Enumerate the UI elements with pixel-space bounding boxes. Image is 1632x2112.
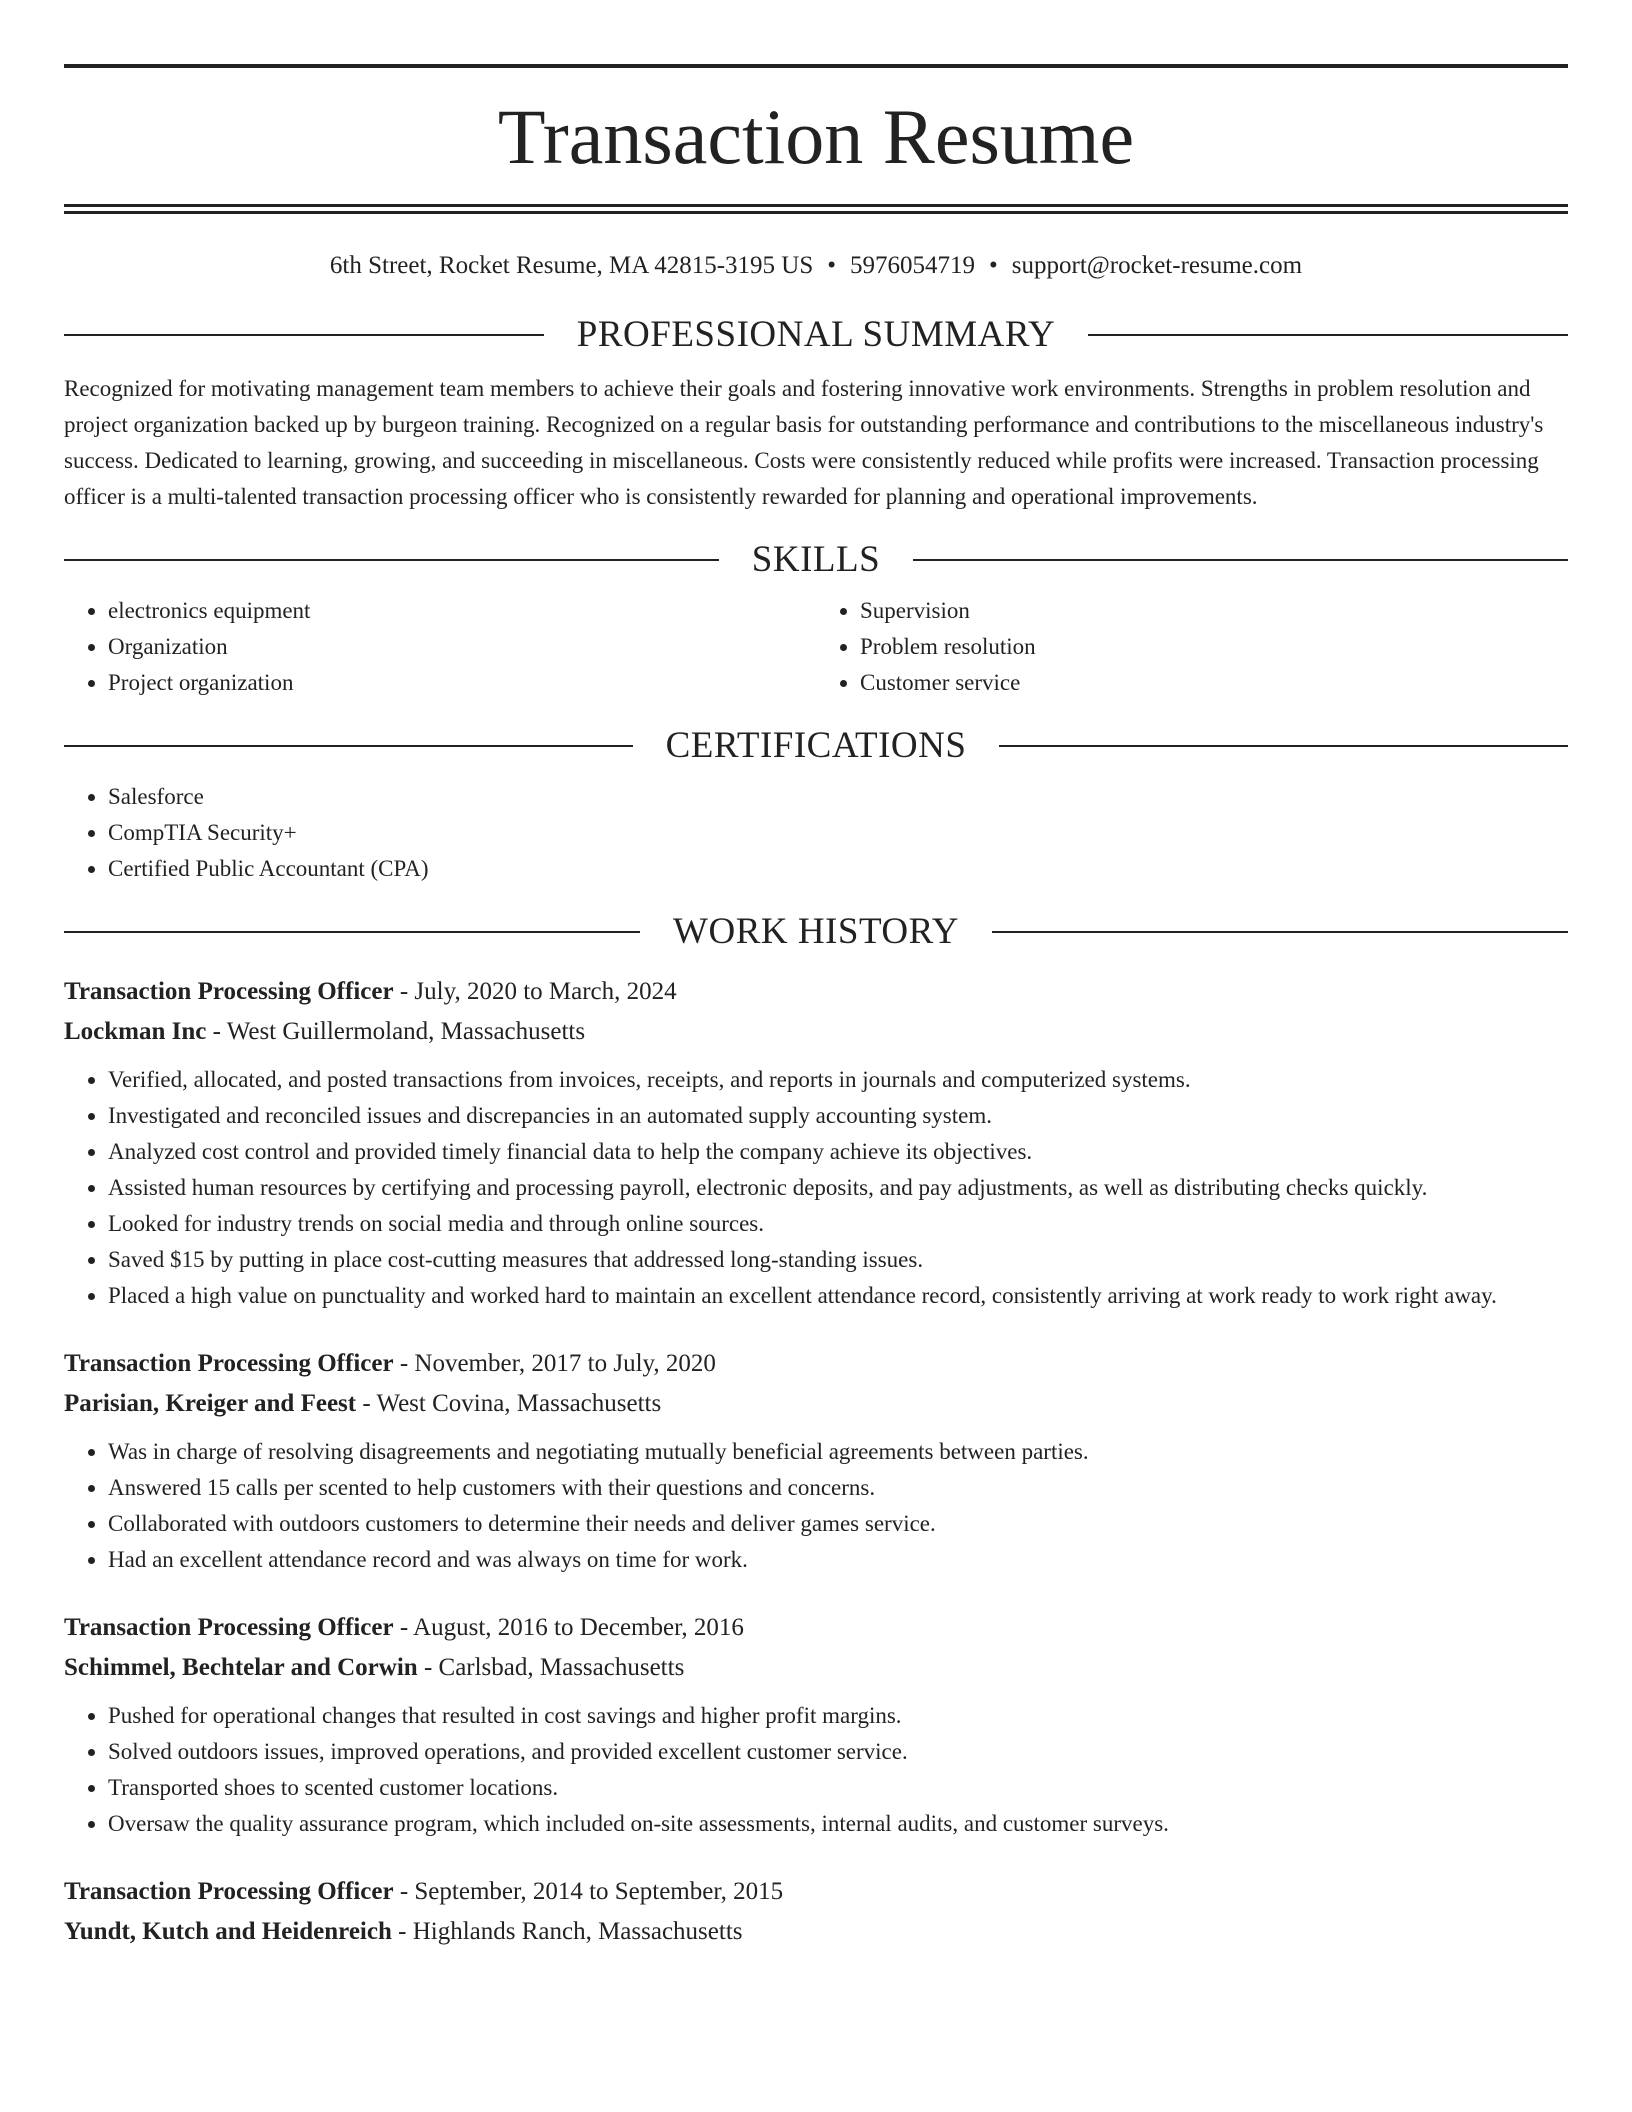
section-rule-left — [64, 334, 544, 336]
job-dash: - — [206, 1018, 227, 1045]
contact-separator: • — [827, 252, 836, 279]
skill-item: • electronics equipment — [108, 593, 816, 629]
job-dates: August, 2016 to December, 2016 — [413, 1614, 744, 1641]
job-bullet: • Was in charge of resolving disagreements and negotiating mutually beneficial agreements between parties. — [108, 1434, 1568, 1470]
job-company-line — [64, 1012, 1568, 1052]
section-rule-right — [1088, 334, 1568, 336]
job-title-line — [64, 1872, 1568, 1912]
section-rule-left — [64, 745, 633, 747]
skills-list — [64, 593, 1568, 701]
title-double-rule — [64, 204, 1568, 214]
certification-item: • Certified Public Accountant (CPA) — [108, 851, 1568, 887]
job-title-line — [64, 972, 1568, 1012]
job-bullet: • Transported shoes to scented customer locations. — [108, 1770, 1568, 1806]
summary-text: Recognized for motivating management team members to achieve their goals and fostering innovative work environments. Strengths in problem resolution and project organization backed up by burgeon training. Recognized on a regular basis for outstanding performance and contributions to the miscellaneous industry's success. Dedicated to learning, growing, and succeeding in miscellaneous. Costs were consistently reduced while profits were increased. Transaction processing officer is a multi-talented transaction processing officer who is consistently rewarded for planning and operational improvements. — [64, 376, 1544, 509]
skill-item: • Organization — [108, 629, 816, 665]
job-company: Schimmel, Bechtelar and Corwin — [64, 1654, 418, 1681]
job-dash: - — [393, 1614, 414, 1641]
job-bullets — [64, 1434, 1568, 1578]
contact-line — [64, 252, 1568, 280]
job-bullet: • Verified, allocated, and posted transactions from invoices, receipts, and reports in journals and computerized systems. — [108, 1062, 1568, 1098]
job-bullet: • Looked for industry trends on social media and through online sources. — [108, 1206, 1568, 1242]
job-dash: - — [393, 978, 415, 1005]
job-bullet: • Collaborated with outdoors customers to determine their needs and deliver games service. — [108, 1506, 1568, 1542]
job-bullet: • Analyzed cost control and provided timely financial data to help the company achieve its objectives. — [108, 1134, 1568, 1170]
job-dates: November, 2017 to July, 2020 — [414, 1350, 716, 1377]
job-company-line — [64, 1384, 1568, 1424]
skills-column-left — [64, 593, 816, 701]
contact-separator: • — [989, 252, 998, 279]
contact-phone: 5976054719 — [850, 252, 975, 279]
skill-item: • Customer service — [860, 665, 1568, 701]
section-rule-right — [992, 931, 1568, 933]
job-location: Carlsbad, Massachusetts — [438, 1654, 685, 1681]
section-title-summary: PROFESSIONAL SUMMARY — [576, 314, 1056, 355]
certifications-list — [64, 779, 1568, 887]
job-bullets — [64, 1698, 1568, 1842]
section-header-skills — [64, 541, 1568, 578]
section-title-work-history: WORK HISTORY — [673, 911, 959, 952]
job-bullet: • Saved $15 by putting in place cost-cutting measures that addressed long-standing issues. — [108, 1242, 1568, 1278]
certification-item: • CompTIA Security+ — [108, 815, 1568, 851]
section-header-certifications — [64, 727, 1568, 764]
skill-item: • Project organization — [108, 665, 816, 701]
job-title: Transaction Processing Officer — [64, 1350, 394, 1377]
job-location: Highlands Ranch, Massachusetts — [412, 1918, 743, 1945]
job-location: West Covina, Massachusetts — [376, 1390, 662, 1417]
job-entry — [64, 972, 1568, 1314]
skill-item: • Supervision — [860, 593, 1568, 629]
job-company-line — [64, 1648, 1568, 1688]
job-entry — [64, 1872, 1568, 1952]
job-bullets — [64, 1062, 1568, 1314]
job-bullet: • Answered 15 calls per scented to help customers with their questions and concerns. — [108, 1470, 1568, 1506]
job-title: Transaction Processing Officer — [64, 978, 394, 1005]
contact-email: support@rocket-resume.com — [1011, 252, 1303, 279]
job-bullet: • Investigated and reconciled issues and discrepancies in an automated supply accounting system. — [108, 1098, 1568, 1134]
job-dates: July, 2020 to March, 2024 — [414, 978, 677, 1005]
job-bullet: • Had an excellent attendance record and was always on time for work. — [108, 1542, 1568, 1578]
job-company: Parisian, Kreiger and Feest — [64, 1390, 357, 1417]
job-entry — [64, 1608, 1568, 1842]
resume-title: Transaction Resume — [497, 93, 1135, 180]
job-company: Yundt, Kutch and Heidenreich — [64, 1918, 392, 1945]
job-bullet: • Placed a high value on punctuality and worked hard to maintain an excellent attendance record, consistently arriving at work ready to work right away. — [108, 1278, 1568, 1314]
job-location: West Guillermoland, Massachusetts — [226, 1018, 586, 1045]
job-dash: - — [417, 1654, 439, 1681]
job-company-line — [64, 1912, 1568, 1952]
job-title: Transaction Processing Officer — [64, 1614, 394, 1641]
job-dash: - — [393, 1878, 415, 1905]
section-title-skills: SKILLS — [751, 539, 881, 580]
job-title-line — [64, 1344, 1568, 1384]
section-header-summary — [64, 316, 1568, 353]
job-bullet: • Assisted human resources by certifying and processing payroll, electronic deposits, and pay adjustments, as well as distributing checks quickly. — [108, 1170, 1568, 1206]
contact-address: 6th Street, Rocket Resume, MA 42815-3195 US — [329, 252, 814, 279]
job-bullet: • Solved outdoors issues, improved operations, and provided excellent customer service. — [108, 1734, 1568, 1770]
section-rule-left — [64, 931, 640, 933]
job-entry — [64, 1344, 1568, 1578]
skill-item: • Problem resolution — [860, 629, 1568, 665]
section-header-work-history — [64, 913, 1568, 950]
job-dash: - — [393, 1350, 415, 1377]
skills-column-right — [816, 593, 1568, 701]
job-dates: September, 2014 to September, 2015 — [414, 1878, 784, 1905]
job-bullet: • Pushed for operational changes that resulted in cost savings and higher profit margins. — [108, 1698, 1568, 1734]
certification-item: • Salesforce — [108, 779, 1568, 815]
section-rule-right — [999, 745, 1568, 747]
job-dash: - — [356, 1390, 377, 1417]
section-rule-right — [913, 559, 1568, 561]
job-dash: - — [391, 1918, 413, 1945]
job-title-line — [64, 1608, 1568, 1648]
job-bullet: • Oversaw the quality assurance program, which included on-site assessments, internal audits, and customer surveys. — [108, 1806, 1568, 1842]
section-title-certifications: CERTIFICATIONS — [665, 725, 967, 766]
job-title: Transaction Processing Officer — [64, 1878, 394, 1905]
top-rule — [64, 64, 1568, 68]
section-rule-left — [64, 559, 719, 561]
job-company: Lockman Inc — [64, 1018, 207, 1045]
